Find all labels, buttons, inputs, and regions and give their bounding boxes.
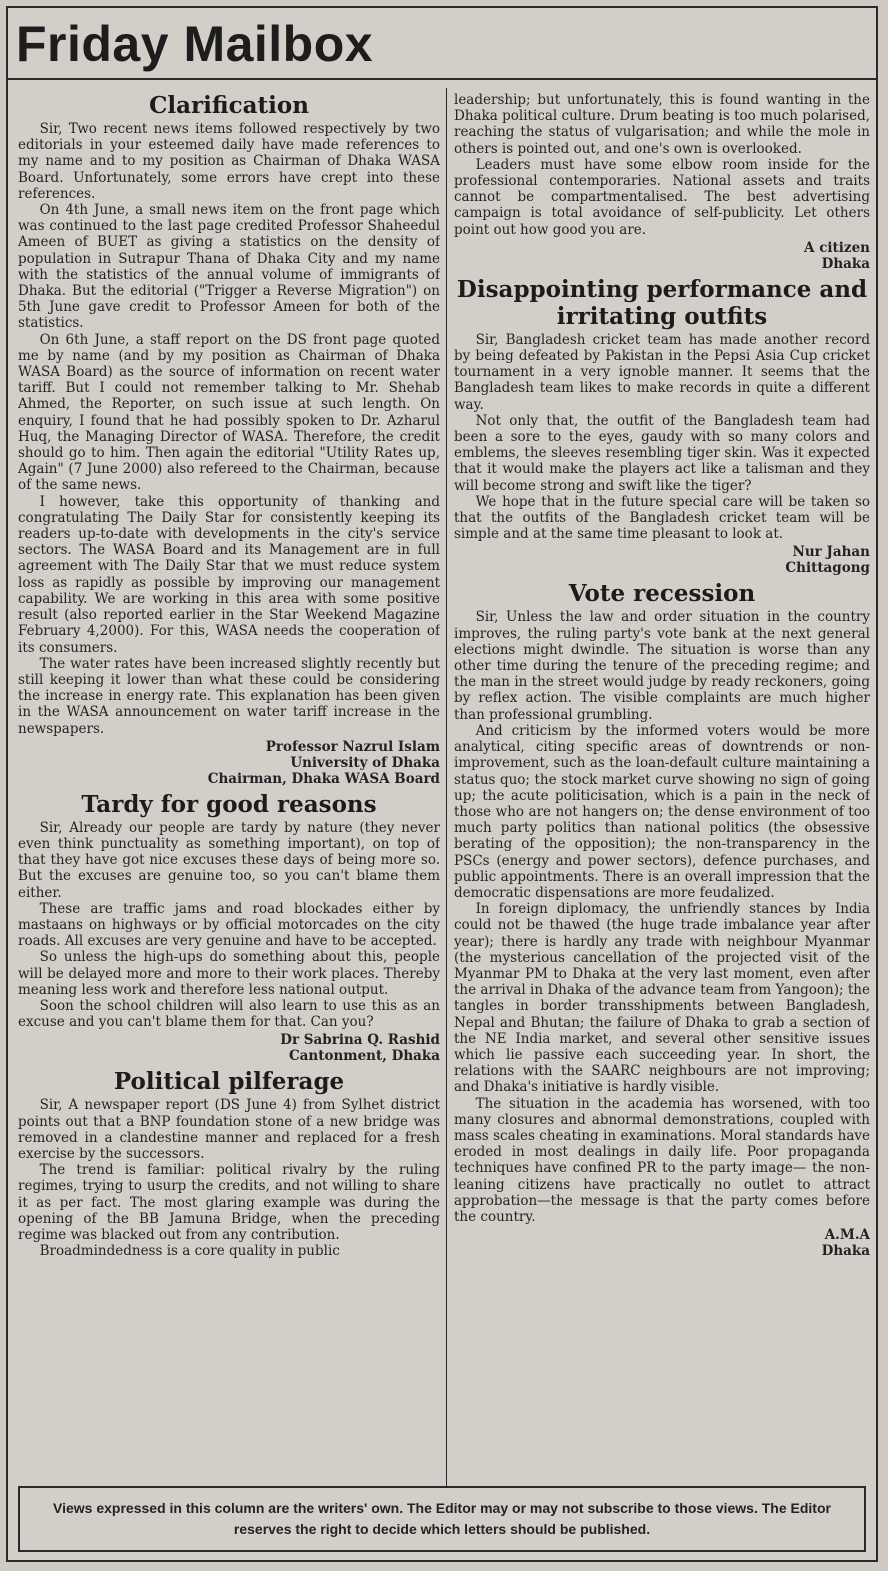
column-divider (446, 88, 447, 1486)
letter-pilferage (18, 1068, 440, 1259)
signature-name: Professor Nazrul Islam (265, 738, 440, 755)
letter-clarification (18, 92, 440, 787)
letter-paragraph: Not only that, the outfit of the Bangladesh team had been a sore to the eyes, gaudy with so many colors and emblems, the sleeves resembling tiger skin. Was it expected that it would make the players act like a talisman and they will become strong and swift like the tiger? (454, 412, 870, 494)
letter-paragraph: In foreign diplomacy, the unfriendly stances by India could not be thawed (the huge trade imbalance year after year); there is hardly any trade with neighbour Myanmar (the mysterious cancellation of the projected visit of the Myanmar PM to Dhaka at the very last moment, even after the arrival in Dhaka of the advance team from Yangoon); the tangles in border transshipments between Bangladesh, Nepal and Bhutan; the failure of Dhaka to grab a section of the NE India market, and several other sensitive issues which lie passive each succeeding year. In short, the relations with the SAARC neighbours are not improving; and Dhaka's initiative is hardly visible. (454, 901, 870, 1096)
letter-paragraph: The water rates have been increased slightly recently but still keeping it lower than what these could be considering the increase in energy rate. This explanation has been given in the WASA announcement on water tariff increase in the newspapers. (18, 655, 440, 737)
letter-paragraph: Soon the school children will also learn to use this as an excuse and you can't blame them for that. Can you? (18, 997, 440, 1031)
signature-line: Dhaka (821, 255, 870, 272)
letter-tardy (18, 791, 440, 1065)
letter-headline: Vote recession (568, 580, 756, 608)
letters-columns (8, 88, 876, 1486)
letter-paragraph: These are traffic jams and road blockades either by mastaans on highways or by official motorcades on the city roads. All excuses are very genuine and have to be accepted. (18, 900, 440, 950)
signature-line: Chairman, Dhaka WASA Board (207, 770, 440, 787)
letter-signature (454, 544, 870, 576)
letter-vote-recession (454, 580, 870, 1259)
letter-headline: Clarification (149, 92, 309, 119)
letter-signature (18, 1032, 440, 1064)
signature-line: Chittagong (785, 560, 870, 577)
disclaimer-text: Views expressed in this column are the writers' own. The Editor may or may not subscribe to those views. The Editor reserves the right to decide which letters should be published. (53, 1500, 831, 1537)
letter-paragraph: The trend is familiar: political rivalry by the ruling regimes, trying to usurp the credits, and not willing to share it as per fact. The most glaring example was during the opening of the BB Jamuna Bridge, when the preceding regime was blacked out from any contribution. (18, 1162, 440, 1243)
letter-paragraph: Sir, A newspaper report (DS June 4) from Sylhet district points out that a BNP foundation stone of a new bridge was removed in a clandestine manner and replaced for a fresh exercise by the successors. (18, 1097, 440, 1162)
letter-paragraph: Sir, Bangladesh cricket team has made another record by being defeated by Pakistan in the Pepsi Asia Cup cricket tournament in a very ignoble manner. It seems that the Bangladesh team likes to make records in quite a different way. (454, 331, 870, 413)
signature-line: University of Dhaka (290, 754, 440, 771)
letter-headline: Political pilferage (113, 1068, 345, 1096)
signature-line: Cantonment, Dhaka (288, 1048, 440, 1065)
letter-paragraph: Sir, Unless the law and order situation in the country improves, the ruling party's vote bank at the next general elections might dwindle. The situation is worse than any other time during the tenure of the preceding regime; and the man in the street would judge by ready reckoners, going by reflex action. The visible complaints are much higher than professional grumbling. (454, 609, 870, 723)
signature-name: A citizen (804, 239, 870, 256)
letter-paragraph: The situation in the academia has worsened, with too many closures and abnormal demonstrations, coupled with mass scales cheating in examinations. Moral standards have eroded in most dealings in daily life. Poor propaganda techniques have confined PR to the party image— the non-leaning citizens have practically no outlet to attract approbation—the message is that the party comes before the country. (454, 1095, 870, 1225)
letter-paragraph: Sir, Two recent news items followed respectively by two editorials in your esteemed daily have made references to my name and to my position as Chairman of Dhaka WASA Board. Unfortunately, some errors have crept into these references. (18, 121, 440, 202)
letter-paragraph: I however, take this opportunity of thanking and congratulating The Daily Star for consistently keeping its readers up-to-date with developments in the city's service sectors. The WASA Board and its Management are in full agreement with The Daily Star that we must reduce system loss as rapidly as possible by improving our management capability. We are working in this area with some positive result (also reported earlier in the Star Weekend Magazine February 4,2000). For this, WASA needs the cooperation of its consumers. (18, 493, 440, 656)
page-title: Friday Mailbox (16, 16, 374, 72)
letter-paragraph: Sir, Already our people are tardy by nature (they never even think punctuality as something important), on top of that they have got nice excuses these days of being more so. But the excuses are genuine too, so you can't blame them either. (18, 819, 440, 901)
letter-paragraph: And criticism by the informed voters would be more analytical, citing specific areas of downtrends or non-improvement, such as the loan-default culture maintaining a status quo; the stock market curve showing no sign of going up; the acute politicisation, which is a pain in the neck of those who are not hangers on; the dense environment of too much party politics than national politics (the obsessive berating of the opposition); the non-transparency in the PSCs (energy and power sectors), defence purchases, and public appointments. There is an overall impression that the democratic dispensations are more feudalized. (454, 722, 870, 901)
left-column (18, 92, 440, 1486)
letter-paragraph: On 6th June, a staff report on the DS front page quoted me by name (and by my position as Chairman of Dhaka WASA Board) as the source of information on recent water tariff. But I could not remember talking to Mr. Shehab Ahmed, the Reporter, on such issue at such length. On enquiry, I found that he had possibly spoken to Dr. Azharul Huq, the Managing Director of WASA. Therefore, the credit should go to him. Then again the editorial "Utility Rates up, Again" (7 June 2000) also refereed to the Chairman, because of the same news. (18, 331, 440, 494)
right-column (454, 92, 870, 1486)
letter-headline: Disappointing performance and irritating outfits (456, 275, 868, 330)
letter-signature (18, 739, 440, 787)
letter-headline: Tardy for good reasons (81, 790, 377, 818)
letter-paragraph: Leaders must have some elbow room inside for the professional contemporaries. National assets and traits cannot be compartmentalised. The best advertising campaign is total avoidance of self-publicity. Let others point out how good you are. (454, 156, 870, 238)
masthead (8, 8, 876, 80)
signature-line: Dhaka (821, 1243, 870, 1260)
letter-paragraph: So unless the high-ups do something about this, people will be delayed more and more to their work places. Thereby meaning less work and therefore less national output. (18, 949, 440, 998)
letter-pilferage-continued (454, 92, 870, 272)
signature-name: A.M.A (824, 1227, 870, 1244)
letter-paragraph: leadership; but unfortunately, this is found wanting in the Dhaka political culture. Drum beating is too much polarised, reaching the status of vulgarisation; and while the mole in others is pointed out, and one's own is overlooked. (454, 92, 870, 157)
letter-paragraph: We hope that in the future special care will be taken so that the outfits of the Bangladesh cricket team will be simple and at the same time pleasant to look at. (454, 493, 870, 543)
letter-outfits (454, 276, 870, 577)
signature-name: Dr Sabrina Q. Rashid (280, 1032, 440, 1049)
editor-disclaimer (18, 1486, 866, 1552)
letter-signature (454, 1227, 870, 1259)
signature-name: Nur Jahan (792, 544, 870, 561)
letter-paragraph: Broadmindedness is a core quality in public (39, 1243, 340, 1260)
mailbox-page (6, 6, 878, 1562)
letter-paragraph: On 4th June, a small news item on the front page which was continued to the last page credited Professor Shaheedul Ameen of BUET as giving a statistics on the density of population in Sutrapur Thana of Dhaka City and my name with the statistics of the annual volume of immigrants of Dhaka. But the editorial ("Trigger a Reverse Migration") on 5th June gave credit to Professor Ameen for both of the statistics. (18, 202, 440, 332)
letter-signature (454, 240, 870, 272)
